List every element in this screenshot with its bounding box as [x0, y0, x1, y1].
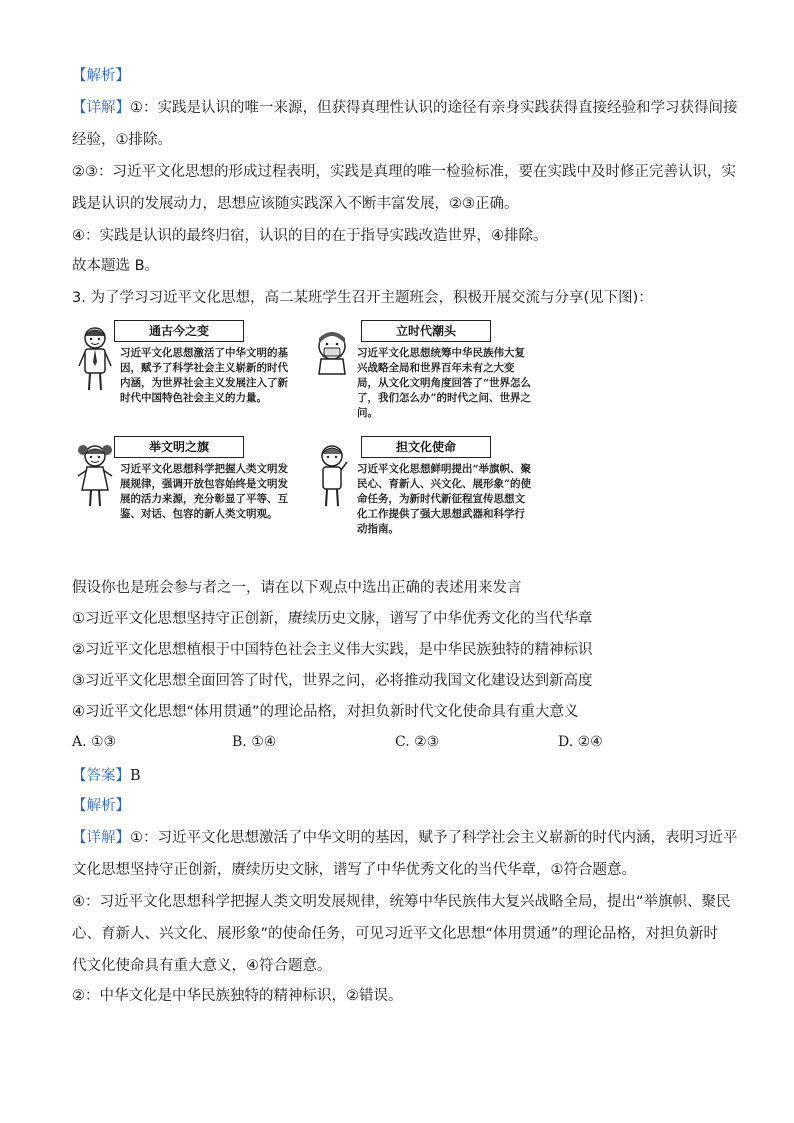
answer-options [72, 734, 732, 754]
option-c: C. ②③ [395, 734, 440, 750]
detail-line-5: ④：实践是认识的最终归宿，认识的目的在于指导实践改造世界，④排除。 [72, 228, 548, 244]
statement-1: ①习近平文化思想坚持守正创新，赓续历史文脉，谱写了中华优秀文化的当代华章 [72, 611, 593, 627]
detail-line-4: 践是认识的发展动力，思想应该随实践深入不断丰富发展，②③正确。 [72, 196, 519, 212]
option-a: A. ①③ [72, 734, 117, 750]
statement-3: ③习近平文化思想全面回答了时代，世界之问，必将推动我国文化建设达到新高度 [72, 673, 593, 689]
answer-detail-line-3: ④：习近平文化思想科学把握人类文明发展规律，统筹中华民族伟大复兴战略全局，提出“举旗帜、聚民 [72, 894, 731, 910]
statement-4: ④习近平文化思想“体用贯通”的理论品格，对担负新时代文化使命具有重大意义 [72, 704, 579, 720]
analysis-label-2: 【解析】 [72, 798, 130, 814]
detail-line-2: 经验，①排除。 [72, 132, 172, 148]
answer-label: 【答案】 [72, 768, 130, 784]
panel-1-title: 通古今之变 [114, 320, 244, 342]
conclusion-line: 故本题选 B。 [72, 258, 160, 274]
figure-panel-2 [309, 316, 534, 428]
detail-line-1: 【详解】①：实践是认识的唯一来源，但获得真理性认识的途径有亲身实践获得直接经验和学习获得间接 [72, 100, 738, 116]
answer-detail-line-1: 【详解】①：习近平文化思想激活了中华文明的基因，赋予了科学社会主义崭新的时代内涵，表明习近平 [72, 830, 738, 846]
answer-detail-line-4: 心、育新人、兴文化、展形象”的使命任务，可见习近平文化思想“体用贯通”的理论品格，对担负新时 [72, 926, 719, 942]
panel-1-text: 习近平文化思想激活了中华文明的基因，赋予了科学社会主义崭新的时代内涵，为世界社会主义发展注入了新时代中国特色社会主义的力量。 [120, 347, 288, 404]
panel-4-title: 担文化使命 [361, 436, 491, 458]
class-meeting-figure [72, 316, 534, 548]
student-with-mask-icon [311, 324, 353, 394]
panel-3-text: 习近平文化思想科学把握人类文明发展规律，强调开放包容始终是文明发展的活力来源，充分彰显了平等、互鉴、对话、包容的新人类文明观。 [120, 463, 288, 520]
panel-3-title: 举文明之旗 [114, 436, 244, 458]
figure-panel-1 [72, 316, 297, 428]
figure-panel-3 [72, 432, 297, 544]
analysis-label-1: 【解析】 [72, 68, 130, 84]
question-prompt: 假设你也是班会参与者之一，请在以下观点中选出正确的表述用来发言 [72, 580, 522, 596]
detail-label: 【详解】 [72, 100, 130, 116]
option-d: D. ②④ [558, 734, 603, 750]
question-stem: 3. 为了学习习近平文化思想，高二某班学生召开主题班会，积极开展交流与分享(见下图)： [72, 290, 653, 306]
boy-with-tie-icon [74, 324, 116, 394]
student-thinking-icon [311, 440, 353, 510]
answer-value: B [130, 768, 141, 784]
answer-detail-line-6: ②：中华文化是中华民族独特的精神标识，②错误。 [72, 988, 403, 1004]
option-b: B. ①④ [232, 734, 277, 750]
answer-detail-line-5: 代文化使命具有重大意义，④符合题意。 [72, 958, 332, 974]
answer-line [72, 766, 732, 786]
panel-2-title: 立时代潮头 [361, 320, 491, 342]
girl-with-pigtails-icon [74, 440, 116, 510]
detail-label: 【详解】 [72, 830, 130, 846]
panel-4-text: 习近平文化思想鲜明提出“举旗帜、聚民心、育新人、兴文化、展形象”的使命任务，为新时代新征程宣传思想文化工作提供了强大思想武器和科学行动指南。 [357, 463, 532, 535]
figure-panel-4 [309, 432, 534, 544]
answer-detail-line-2: 文化思想坚持守正创新，赓续历史文脉，谱写了中华优秀文化的当代华章，①符合题意。 [72, 862, 636, 878]
detail-line-3: ②③：习近平文化思想的形成过程表明，实践是真理的唯一检验标准，要在实践中及时修正完善认识，实 [72, 164, 736, 180]
panel-2-text: 习近平文化思想统筹中华民族伟大复兴战略全局和世界百年未有之大变局，从文化文明角度回答了“世界怎么了，我们怎么办”的时代之问、世界之问。 [357, 347, 532, 419]
statement-2: ②习近平文化思想植根于中国特色社会主义伟大实践，是中华民族独特的精神标识 [72, 642, 593, 658]
